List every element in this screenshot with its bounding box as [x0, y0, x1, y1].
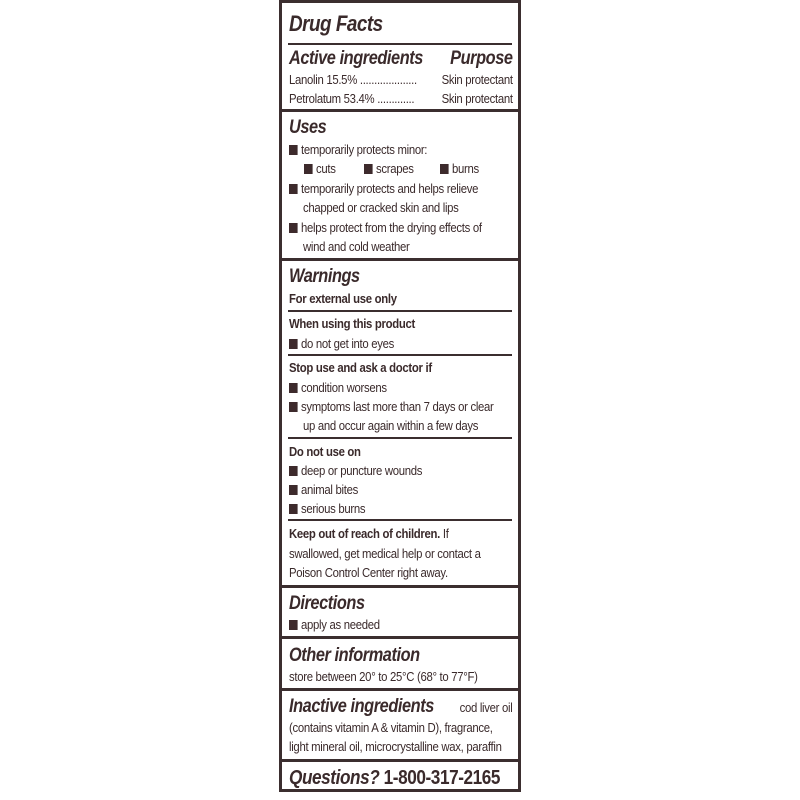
uses-item-continuation: chapped or cracked skin and lips: [303, 200, 459, 215]
when-using-item: do not get into eyes: [289, 336, 394, 352]
bullet-square-icon: [289, 223, 298, 233]
uses-item-continuation: wind and cold weather: [303, 239, 410, 254]
section-divider: [282, 636, 518, 639]
questions-line: [289, 766, 500, 790]
do-not-use-item: serious burns: [289, 501, 365, 517]
section-divider: [282, 759, 518, 762]
leader-dots: .............: [377, 91, 415, 106]
leader-dots: ....................: [359, 72, 417, 87]
do-not-use-heading: Do not use on: [289, 444, 361, 459]
divider: [288, 437, 512, 439]
inactive-ingredients-heading: Inactive ingredients: [289, 696, 434, 717]
ingredient-purpose: Skin protectant: [441, 72, 513, 87]
keep-out-of-reach: Keep out of reach of children. If: [289, 526, 449, 541]
bullet-square-icon: [289, 339, 298, 349]
directions-heading: Directions: [289, 593, 365, 614]
stop-use-item: condition worsens: [289, 380, 387, 396]
stop-use-item: symptoms last more than 7 days or clear: [289, 399, 494, 415]
bullet-square-icon: [289, 504, 298, 514]
bullet-square-icon: [289, 184, 298, 194]
section-divider: [282, 688, 518, 691]
divider: [288, 519, 512, 521]
section-divider: [282, 585, 518, 588]
ingredient-purpose: Skin protectant: [441, 91, 513, 106]
uses-sub-item: burns: [440, 161, 479, 177]
stop-use-item-continuation: up and occur again within a few days: [303, 418, 479, 433]
bullet-square-icon: [289, 145, 298, 155]
uses-item: helps protect from the drying effects of: [289, 220, 482, 236]
bullet-square-icon: [289, 620, 298, 630]
bullet-square-icon: [304, 164, 313, 174]
bullet-square-icon: [440, 164, 449, 174]
divider: [288, 354, 512, 356]
uses-heading: Uses: [289, 117, 327, 138]
drug-facts-title: Drug Facts: [289, 11, 383, 36]
section-divider: [282, 258, 518, 261]
inactive-ingredients-line: (contains vitamin A & vitamin D), fragrance,: [289, 720, 493, 735]
do-not-use-item: deep or puncture wounds: [289, 463, 422, 479]
other-information-heading: Other information: [289, 645, 420, 666]
divider: [288, 310, 512, 312]
warnings-heading: Warnings: [289, 266, 360, 287]
when-using-heading: When using this product: [289, 316, 416, 331]
ingredient-name: Petrolatum 53.4%: [289, 91, 375, 106]
bullet-square-icon: [289, 383, 298, 393]
inactive-ingredients-line: cod liver oil: [459, 700, 512, 715]
drug-facts-panel: [279, 0, 521, 792]
bullet-square-icon: [289, 402, 298, 412]
keep-out-line: Poison Control Center right away.: [289, 565, 448, 580]
directions-item: apply as needed: [289, 617, 380, 633]
bullet-square-icon: [289, 485, 298, 495]
bullet-square-icon: [364, 164, 373, 174]
inactive-ingredients-line: light mineral oil, microcrystalline wax, paraffin: [289, 739, 502, 754]
phone-number[interactable]: 1-800-317-2165: [383, 767, 501, 789]
active-ingredient-row: [289, 72, 417, 88]
storage-text: store between 20° to 25°C (68° to 77°F): [289, 669, 478, 684]
section-divider: [282, 109, 518, 112]
active-ingredients-heading: Active ingredients: [289, 48, 423, 69]
ingredient-name: Lanolin 15.5%: [289, 72, 357, 87]
uses-item: temporarily protects and helps relieve: [289, 181, 478, 197]
bullet-square-icon: [289, 466, 298, 476]
uses-item: temporarily protects minor:: [289, 142, 427, 158]
questions-label: Questions?: [289, 767, 380, 789]
active-ingredient-row: [289, 91, 414, 107]
uses-sub-item: cuts: [304, 161, 336, 177]
external-use-only: For external use only: [289, 291, 397, 306]
keep-out-line: swallowed, get medical help or contact a: [289, 546, 481, 561]
purpose-heading: Purpose: [450, 48, 513, 69]
stop-use-heading: Stop use and ask a doctor if: [289, 360, 432, 375]
uses-sub-item: scrapes: [364, 161, 414, 177]
divider: [288, 43, 512, 45]
do-not-use-item: animal bites: [289, 482, 358, 498]
